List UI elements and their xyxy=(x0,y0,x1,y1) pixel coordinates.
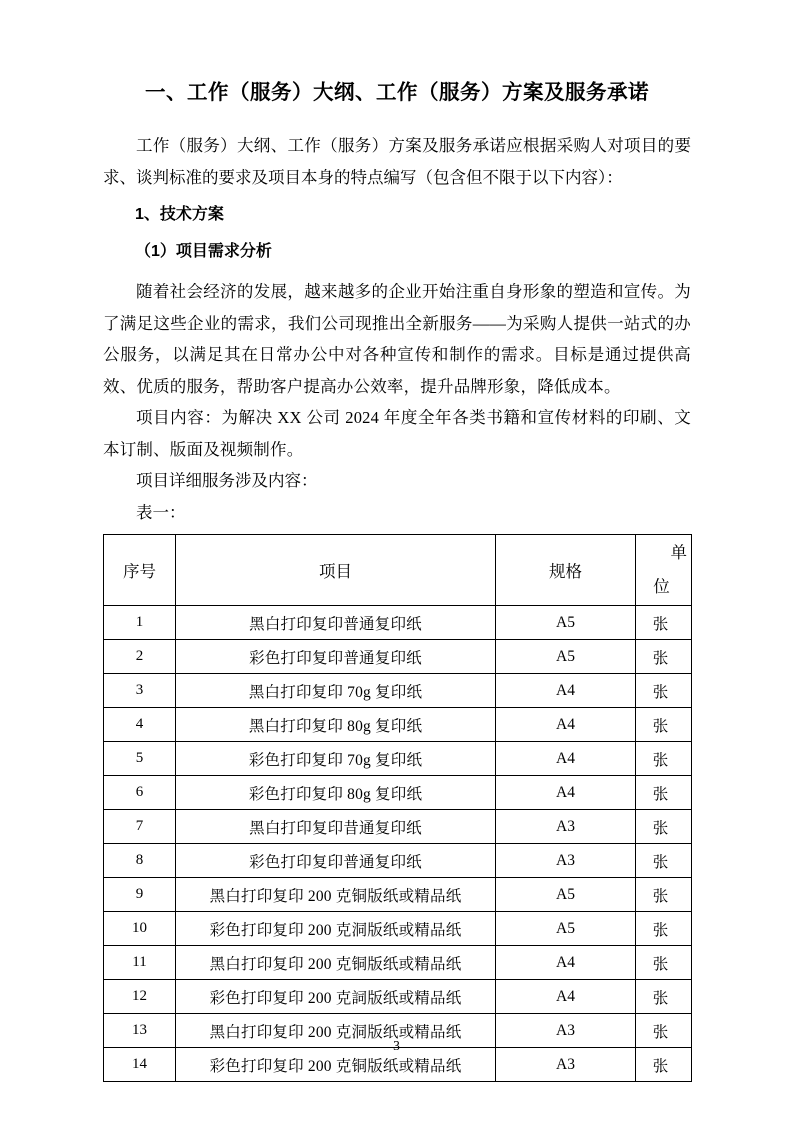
intro-paragraph: 工作（服务）大纲、工作（服务）方案及服务承诺应根据采购人对项目的要求、谈判标准的要求及项目本身的特点编写（包含但不限于以下内容）： xyxy=(103,136,691,187)
cell-unit: 张 xyxy=(636,776,692,810)
table-caption: 表一： xyxy=(136,502,186,522)
table-row xyxy=(104,742,692,776)
cell-sequence-number: 5 xyxy=(104,742,176,776)
cell-sequence-number: 6 xyxy=(104,776,176,810)
table-row xyxy=(104,980,692,1014)
cell-item-name: 黑白打印复印 200 克铜版纸或精品纸 xyxy=(176,878,496,912)
cell-item-name: 黑白打印复印 70g 复印纸 xyxy=(176,674,496,708)
table-row xyxy=(104,844,692,878)
cell-specification: A5 xyxy=(496,640,636,674)
cell-item-name: 彩色打印复印 200 克铜版纸或精品纸 xyxy=(176,1048,496,1082)
cell-sequence-number: 11 xyxy=(104,946,176,980)
cell-unit: 张 xyxy=(636,1014,692,1048)
table-body xyxy=(104,606,692,1082)
cell-item-name: 彩色打印复印 70g 复印纸 xyxy=(176,742,496,776)
column-header-unit xyxy=(636,535,692,606)
cell-sequence-number: 10 xyxy=(104,912,176,946)
heading-technical-plan: 1、技术方案 xyxy=(135,206,224,223)
cell-unit: 张 xyxy=(636,946,692,980)
column-header-unit-line2: 位 xyxy=(653,578,670,596)
document-body xyxy=(103,78,691,1082)
cell-unit: 张 xyxy=(636,742,692,776)
table-row xyxy=(104,878,692,912)
cell-unit: 张 xyxy=(636,674,692,708)
cell-unit: 张 xyxy=(636,810,692,844)
cell-item-name: 黑白打印复印 200 克铜版纸或精品纸 xyxy=(176,946,496,980)
cell-sequence-number: 13 xyxy=(104,1014,176,1048)
cell-unit: 张 xyxy=(636,640,692,674)
cell-item-name: 彩色打印复印普通复印纸 xyxy=(176,844,496,878)
cell-specification: A3 xyxy=(496,844,636,878)
cell-sequence-number: 12 xyxy=(104,980,176,1014)
cell-sequence-number: 9 xyxy=(104,878,176,912)
cell-specification: A4 xyxy=(496,776,636,810)
cell-specification: A3 xyxy=(496,1048,636,1082)
cell-item-name: 彩色打印复印普通复印纸 xyxy=(176,640,496,674)
paragraph-project-content: 项目内容：为解决 XX 公司 2024 年度全年各类书籍和宣传材料的印刷、文本订制、版面及视频制作。 xyxy=(103,408,691,459)
cell-unit: 张 xyxy=(636,878,692,912)
cell-sequence-number: 7 xyxy=(104,810,176,844)
table-row xyxy=(104,946,692,980)
cell-specification: A3 xyxy=(496,1014,636,1048)
cell-specification: A4 xyxy=(496,742,636,776)
table-row xyxy=(104,640,692,674)
table-row xyxy=(104,912,692,946)
table-row xyxy=(104,810,692,844)
column-header-item: 项目 xyxy=(176,535,496,606)
column-header-unit-line1: 单 xyxy=(670,544,687,562)
cell-unit: 张 xyxy=(636,1048,692,1082)
cell-specification: A4 xyxy=(496,946,636,980)
cell-sequence-number: 2 xyxy=(104,640,176,674)
paragraph-need-analysis: 随着社会经济的发展，越来越多的企业开始注重自身形象的塑造和宣传。为了满足这些企业的需求，我们公司现推出全新服务——为采购人提供一站式的办公服务，以满足其在日常办公中对各种宣传和制作的需求。目标是通过提供高效、优质的服务，帮助客户提高办公效率，提升品牌形象，降低成本。 xyxy=(103,282,691,396)
cell-sequence-number: 14 xyxy=(104,1048,176,1082)
cell-item-name: 彩色打印复印 80g 复印纸 xyxy=(176,776,496,810)
spec-table-container xyxy=(103,534,691,1082)
table-row xyxy=(104,708,692,742)
cell-item-name: 黑白打印复印普通复印纸 xyxy=(176,606,496,640)
cell-item-name: 黑白打印复印 80g 复印纸 xyxy=(176,708,496,742)
cell-sequence-number: 1 xyxy=(104,606,176,640)
cell-unit: 张 xyxy=(636,980,692,1014)
cell-item-name: 彩色打印复印 200 克詞版纸或精品纸 xyxy=(176,980,496,1014)
page-number: 3 xyxy=(393,1038,400,1053)
column-header-no: 序号 xyxy=(104,535,176,606)
cell-unit: 张 xyxy=(636,844,692,878)
cell-specification: A5 xyxy=(496,878,636,912)
spec-table xyxy=(103,534,692,1082)
cell-specification: A4 xyxy=(496,674,636,708)
cell-specification: A4 xyxy=(496,708,636,742)
cell-sequence-number: 8 xyxy=(104,844,176,878)
cell-specification: A4 xyxy=(496,980,636,1014)
cell-specification: A3 xyxy=(496,810,636,844)
cell-sequence-number: 3 xyxy=(104,674,176,708)
table-row xyxy=(104,776,692,810)
cell-sequence-number: 4 xyxy=(104,708,176,742)
cell-specification: A5 xyxy=(496,606,636,640)
table-header-row xyxy=(104,535,692,606)
page-title: 一、工作（服务）大纲、工作（服务）方案及服务承诺 xyxy=(145,81,649,104)
heading-requirement-analysis: （1）项目需求分析 xyxy=(135,243,272,260)
paragraph-detail-label: 项目详细服务涉及内容： xyxy=(136,471,318,490)
cell-item-name: 黑白打印复印 200 克洞版纸或精品纸 xyxy=(176,1014,496,1048)
cell-unit: 张 xyxy=(636,606,692,640)
table-row xyxy=(104,606,692,640)
cell-item-name: 彩色打印复印 200 克洞版纸或精品纸 xyxy=(176,912,496,946)
spacer xyxy=(103,267,691,276)
cell-item-name: 黑白打印复印昔通复印纸 xyxy=(176,810,496,844)
column-header-spec: 规格 xyxy=(496,535,636,606)
cell-specification: A5 xyxy=(496,912,636,946)
cell-unit: 张 xyxy=(636,708,692,742)
table-header xyxy=(104,535,692,606)
table-row xyxy=(104,674,692,708)
cell-unit: 张 xyxy=(636,912,692,946)
